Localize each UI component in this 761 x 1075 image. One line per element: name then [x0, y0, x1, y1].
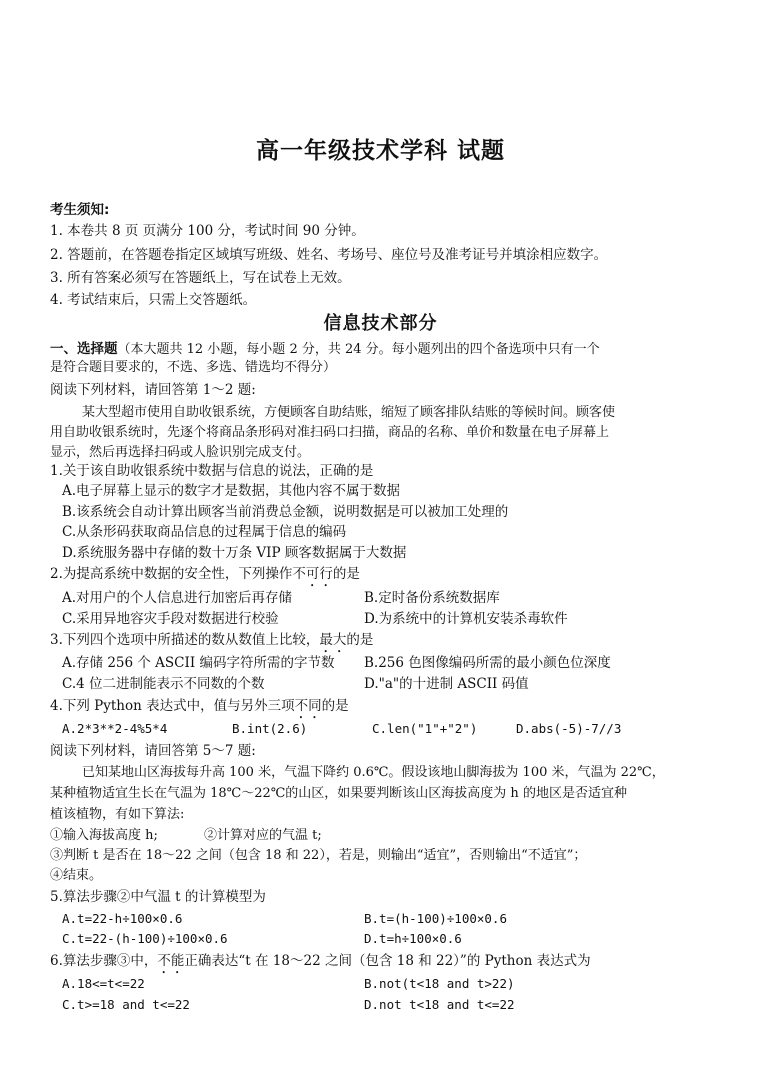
notice-heading: 考生须知:: [50, 202, 110, 218]
q4-stem-text: 4.下列 Python 表达式中，值与另外三项: [50, 698, 295, 714]
q3-option-b: B.256 色图像编码所需的最小颜色位深度: [364, 655, 611, 671]
q3-option-d: D."a"的十进制 ASCII 码值: [364, 676, 529, 692]
q2-option-d: D.为系统中的计算机安装杀毒软件: [364, 611, 568, 627]
q3-stem-tail: 的是: [346, 632, 374, 648]
material1-line: 显示，然后再选择扫码或人脸识别完成支付。: [50, 445, 311, 460]
q2-option-c: C.采用异地容灾手段对数据进行校验: [62, 611, 279, 627]
notice-item: 1. 本卷共 8 页 页满分 100 分，考试时间 90 分钟。: [50, 223, 365, 239]
q2-stem-emphasis: 可行: [305, 566, 333, 582]
q1-option-b: B.该系统会自动计算出顾客当前消费总金额，说明数据是可以被加工处理的: [62, 504, 509, 520]
q6-stem-text: 6.算法步骤③中，: [50, 953, 158, 969]
q6-stem-emphasis: 不能: [157, 953, 185, 969]
material2-line: 某种植物适宜生长在气温为 18℃～22℃的山区，如果要判断该山区海拔高度为 h 的地区是否适宜种: [50, 786, 627, 801]
q5-option-d: D.t=h÷100×0.6: [364, 931, 462, 946]
q5-option-c: C.t=22-(h-100)÷100×0.6: [62, 931, 228, 946]
q6-option-c: C.t>=18 and t<=22: [62, 997, 190, 1012]
q1-option-a: A.电子屏幕上显示的数字才是数据，其他内容不属于数据: [62, 483, 401, 499]
q1-option-c: C.从条形码获取商品信息的过程属于信息的编码: [62, 524, 347, 540]
algorithm-step: ②计算对应的气温 t;: [204, 828, 322, 843]
q2-stem-tail: 的是: [332, 566, 360, 582]
q4-stem-emphasis: 不同: [294, 698, 322, 714]
q3-option-c: C.4 位二进制能表示不同数的个数: [62, 676, 265, 692]
material1-line: 用自助收银系统时，先逐个将商品条形码对准扫码口扫描，商品的名称、单价和数量在电子屏幕上: [50, 425, 610, 440]
part1-desc-cont: 是符合题目要求的，不选、多选、错选均不得分）: [50, 360, 337, 375]
algorithm-step: ③判断 t 是否在 18～22 之间（包含 18 和 22），若是，则输出“适宜”，否则输出“不适宜”；: [50, 848, 587, 863]
part1-desc: （本大题共 12 小题，每小题 2 分，共 24 分。每小题列出的四个备选项中只有一个: [117, 342, 600, 357]
part1-label: 一、选择题: [50, 341, 118, 357]
q4-option-a: A.2*3**2-4%5*4: [62, 721, 168, 736]
q2-stem-text: 2.为提高系统中数据的安全性，下列操作不: [50, 566, 306, 582]
algorithm-step: ①输入海拔高度 h;: [50, 828, 158, 843]
q1-option-d: D.系统服务器中存储的数十万条 VIP 顾客数据属于大数据: [62, 545, 407, 561]
section-title: 信息技术部分: [323, 313, 438, 334]
q4-option-b: B.int(2.6): [232, 721, 308, 736]
q5-stem: 5.算法步骤②中气温 t 的计算模型为: [50, 889, 266, 905]
notice-item: 3. 所有答案必须写在答题纸上，写在试卷上无效。: [50, 270, 351, 286]
q2-option-a: A.对用户的个人信息进行加密后再存储: [62, 590, 293, 606]
material2-line: 植该植物，有如下算法:: [50, 807, 185, 822]
q2-stem: [50, 564, 360, 590]
q3-stem-emphasis: 最大: [319, 632, 347, 648]
exam-title: 高一年级技术学科 试题: [255, 138, 505, 164]
q4-stem-tail: 的是: [321, 698, 349, 714]
q6-option-b: B.not(t<18 and t>22): [364, 976, 515, 991]
q4-option-d: D.abs(-5)-7//3: [516, 721, 622, 736]
notice-item: 4. 考试结束后，只需上交答题纸。: [50, 292, 257, 308]
q5-option-b: B.t=(h-100)÷100×0.6: [364, 911, 507, 926]
algorithm-step: ④结束。: [50, 868, 103, 883]
material2-line: 已知某地山区海拔每升高 100 米，气温下降约 0.6℃。假设该地山脚海拔为 100 米，气温为 22℃，: [82, 765, 665, 780]
q6-stem-tail: 正确表达“t 在 18～22 之间（包含 18 和 22）”的 Python 表达式为: [184, 953, 591, 969]
material2-intro: 阅读下列材料，请回答第 5～7 题:: [50, 743, 256, 759]
q3-option-a: A.存储 256 个 ASCII 编码字符所需的字节数: [62, 655, 335, 671]
q6-option-d: D.not t<18 and t<=22: [364, 997, 515, 1012]
q4-option-c: C.len("1"+"2"): [372, 721, 478, 736]
material1-intro: 阅读下列材料，请回答第 1～2 题:: [50, 382, 256, 398]
q3-stem-text: 3.下列四个选项中所描述的数从数值上比较，: [50, 632, 320, 648]
q2-option-b: B.定时备份系统数据库: [364, 590, 500, 606]
q6-option-a: A.18<=t<=22: [62, 976, 145, 991]
q1-stem: 1.关于该自助收银系统中数据与信息的说法，正确的是: [50, 463, 374, 479]
q5-option-a: A.t=22-h÷100×0.6: [62, 911, 183, 926]
material1-line: 某大型超市使用自助收银系统，方便顾客自助结账，缩短了顾客排队结账的等候时间。顾客使: [82, 405, 616, 420]
notice-item: 2. 答题前，在答题卷指定区域填写班级、姓名、考场号、座位号及准考证号并填涂相应数字。: [50, 247, 608, 263]
